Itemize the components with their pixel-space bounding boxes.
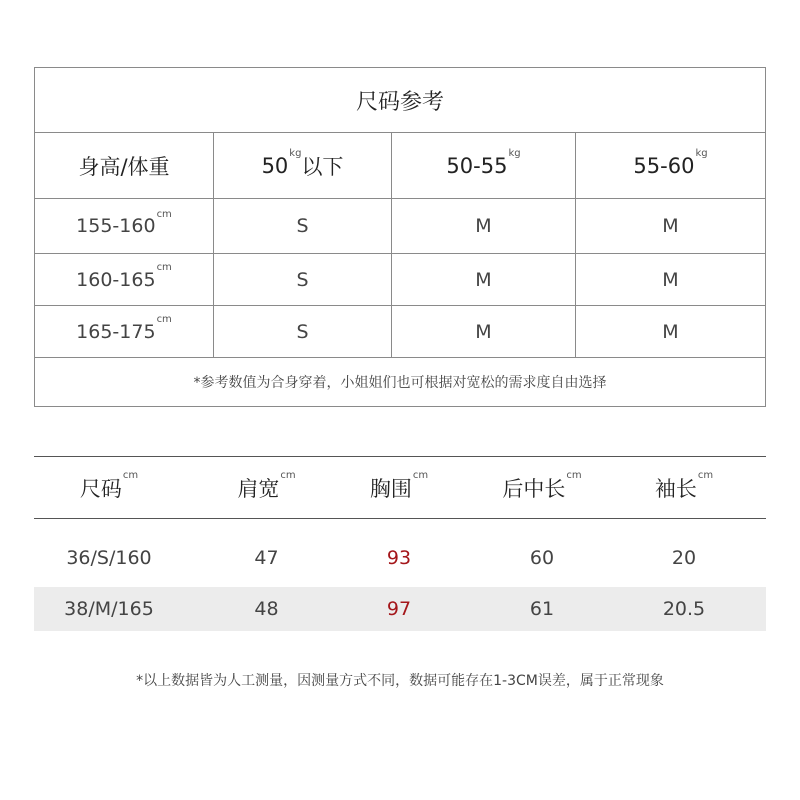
unit-superscript: cm (156, 314, 172, 325)
header-sleeve (612, 457, 756, 518)
measurement-note: *以上数据皆为人工测量，因测量方式不同，数据可能存在1-3CM误差，属于正常现象 (136, 673, 664, 689)
unit-superscript: cm (156, 262, 172, 273)
height-value: 155-160 (76, 215, 156, 237)
header-label: 55-60 (633, 153, 695, 178)
sleeve-value: 20.5 (662, 598, 706, 620)
header-back-length (467, 457, 617, 518)
size-reference-table (34, 67, 766, 407)
header-label: 50-55 (446, 153, 508, 178)
table-title: 尺码参考 (35, 68, 765, 133)
size-cell: M (392, 306, 576, 357)
table-row (35, 254, 765, 306)
header-weight-50-55 (392, 133, 576, 198)
size-cell: M (392, 254, 576, 305)
unit-superscript: kg (695, 148, 708, 159)
header-label: 尺码 (79, 476, 122, 501)
size-cell: M (662, 268, 679, 291)
measurement-header-row (34, 457, 766, 518)
shoulder-value: 48 (254, 598, 279, 620)
length-value: 60 (529, 547, 555, 569)
header-label: 50 (261, 153, 289, 178)
unit-superscript: kg (508, 148, 521, 159)
size-cell: M (662, 320, 679, 343)
size-cell: S (214, 199, 392, 253)
header-label: 身高/体重 (78, 154, 170, 179)
table-header-row (35, 133, 765, 199)
shoulder-value: 47 (254, 547, 279, 569)
sleeve-value: 20 (671, 547, 697, 569)
unit-superscript: cm (280, 470, 296, 481)
table-row (34, 536, 766, 580)
size-cell: M (392, 199, 576, 253)
header-weight-55-60 (576, 133, 765, 198)
unit-superscript: cm (156, 208, 172, 220)
header-label: 肩宽 (237, 476, 280, 501)
length-value: 61 (529, 598, 555, 620)
header-label: 袖长 (654, 476, 697, 501)
unit-superscript: cm (566, 470, 582, 481)
header-label: 胸围 (369, 476, 412, 501)
height-cell (35, 199, 214, 253)
header-height-weight (35, 133, 214, 198)
size-cell: S (214, 306, 392, 357)
header-chest (324, 457, 474, 518)
size-value: 36/S/160 (66, 547, 152, 569)
table-row (34, 587, 766, 631)
table-row (35, 199, 765, 254)
unit-superscript: cm (122, 470, 139, 481)
size-value: 38/M/165 (64, 598, 154, 620)
header-weight-50-below (214, 133, 392, 198)
table-row (35, 306, 765, 358)
unit-superscript: cm (697, 470, 714, 481)
unit-superscript: kg (289, 148, 302, 159)
size-cell: S (214, 254, 392, 305)
header-label: 后中长 (502, 476, 566, 501)
height-value: 160-165 (76, 268, 156, 291)
size-cell: M (662, 215, 679, 237)
header-size (34, 457, 184, 518)
height-cell (35, 306, 214, 357)
chest-value: 93 (386, 547, 412, 569)
height-cell (35, 254, 214, 305)
header-suffix: 以下 (301, 154, 344, 179)
chest-value: 97 (386, 598, 412, 620)
reference-note: *参考数值为合身穿着，小姐姐们也可根据对宽松的需求度自由选择 (193, 375, 607, 391)
divider (34, 518, 766, 519)
unit-superscript: cm (412, 470, 429, 481)
height-value: 165-175 (76, 320, 156, 343)
header-shoulder (194, 457, 339, 518)
